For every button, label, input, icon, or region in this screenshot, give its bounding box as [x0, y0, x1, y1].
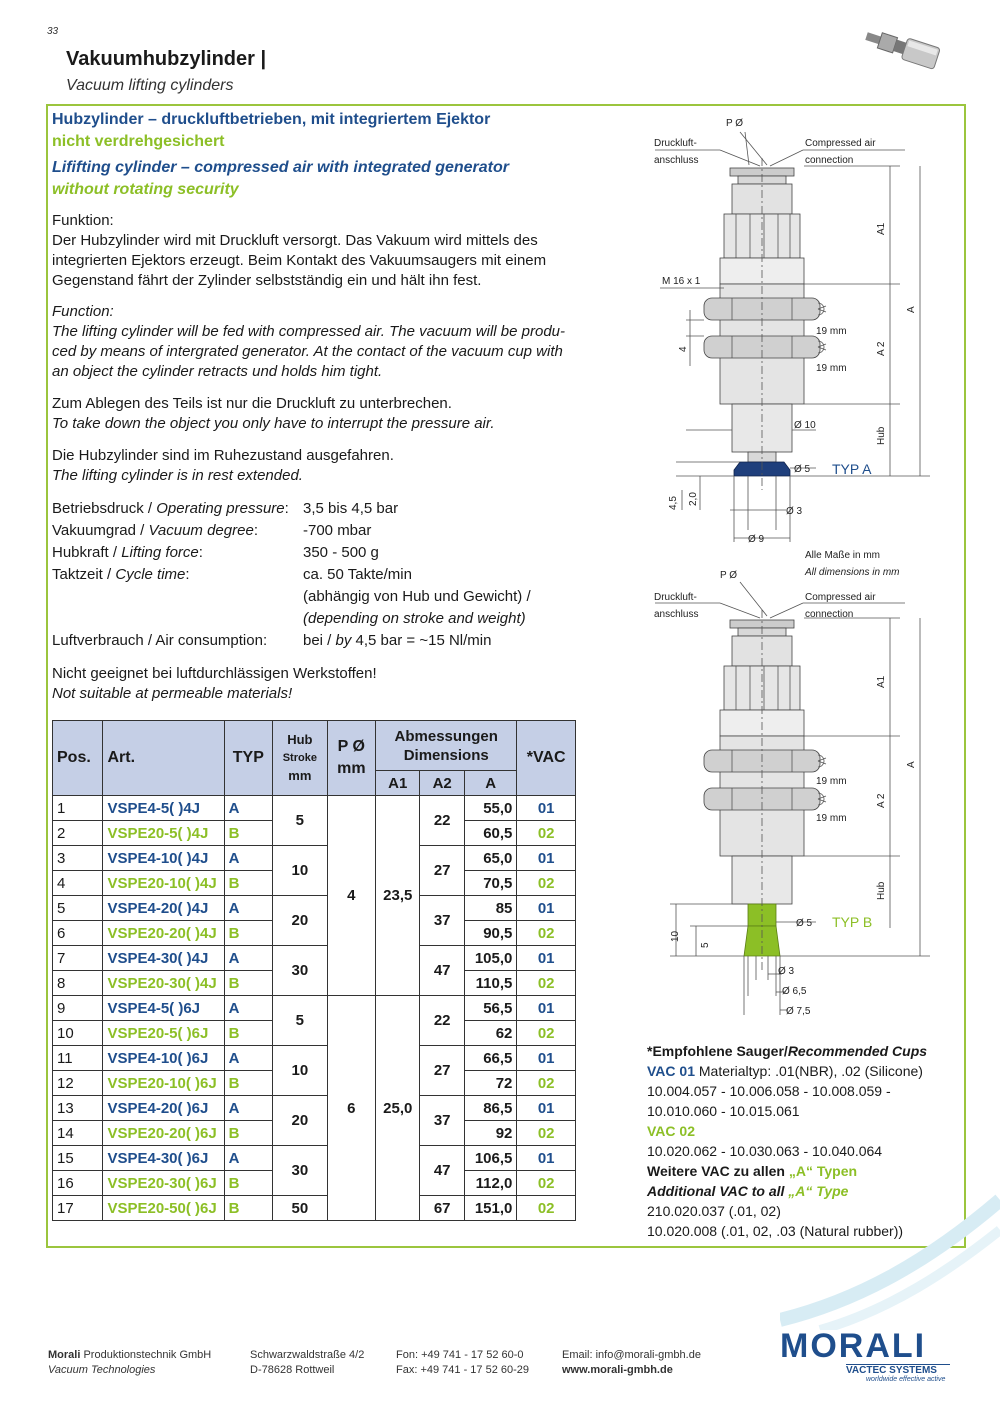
cell-a1: 23,5 — [376, 796, 420, 996]
table-row — [53, 1196, 576, 1221]
cell-article: VSPE4-10( )6J — [103, 1046, 224, 1071]
cell-a: 90,5 — [464, 921, 517, 946]
header-dimensions: Abmessungen Dimensions — [376, 721, 517, 771]
additional-vac: Additional VAC to all „A“ Type — [647, 1183, 849, 1199]
cell-pos: 12 — [53, 1071, 103, 1096]
cell-hub: 10 — [273, 846, 328, 896]
cell-vac: 01 — [517, 996, 576, 1021]
ablegen-de: Zum Ablegen des Teils ist nur die Druckluft zu unterbrechen. — [52, 395, 452, 412]
cell-vac: 01 — [517, 1096, 576, 1121]
header-art: Art. — [103, 721, 224, 796]
label-nut-1-b: 19 mm — [816, 776, 847, 787]
cell-pos: 11 — [53, 1046, 103, 1071]
funktion-line: integrierten Ejektors erzeugt. Beim Kontakt des Vakuumsaugers mit einem — [52, 252, 547, 269]
cell-pos: 13 — [53, 1096, 103, 1121]
cell-article: VSPE20-10( )6J — [103, 1071, 224, 1096]
product-thumbnail — [858, 24, 948, 76]
label-p-diameter-b: P Ø — [720, 570, 738, 581]
cell-a: 72 — [464, 1071, 517, 1096]
cell-pos: 4 — [53, 871, 103, 896]
label-druckluft: Druckluft- — [654, 138, 697, 149]
cell-typ: B — [224, 821, 272, 846]
vac01-items: 10.010.060 - 10.015.061 — [647, 1103, 800, 1119]
spec-pressure-value: 3,5 bis 4,5 bar — [303, 500, 399, 517]
cell-pos: 1 — [53, 796, 103, 821]
label-a1: A1 — [876, 222, 887, 235]
additional-items: 10.020.008 (.01, 02, .03 (Natural rubber)) — [647, 1223, 904, 1239]
cell-pos: 14 — [53, 1121, 103, 1146]
cell-a: 86,5 — [464, 1096, 517, 1121]
label-nut-2: 19 mm — [816, 363, 847, 374]
label-alle-masse: Alle Maße in mm — [805, 550, 881, 561]
cell-pos: 9 — [53, 996, 103, 1021]
cell-pos: 16 — [53, 1171, 103, 1196]
cell-vac: 01 — [517, 1146, 576, 1171]
label-5-b: 5 — [700, 942, 711, 948]
footer-website[interactable]: www.morali-gmbh.de — [562, 1364, 673, 1376]
cell-typ: B — [224, 1196, 272, 1221]
label-d3: Ø 3 — [786, 506, 803, 517]
label-4-5: 4,5 — [668, 496, 679, 510]
vac01-items: 10.004.057 - 10.006.058 - 10.008.059 - — [647, 1083, 891, 1099]
cell-typ: B — [224, 1071, 272, 1096]
spec-vacuum-label: Vakuumgrad / Vacuum degree: — [52, 522, 258, 539]
cell-pos: 2 — [53, 821, 103, 846]
cell-article: VSPE20-30( )4J — [103, 971, 224, 996]
cell-hub: 30 — [273, 946, 328, 996]
cell-a: 66,5 — [464, 1046, 517, 1071]
cell-typ: A — [224, 1046, 272, 1071]
table-row — [53, 946, 576, 971]
ruhe-en: The lifting cylinder is in rest extended. — [52, 467, 303, 484]
spec-cycle-note-en: (depending on stroke and weight) — [303, 610, 526, 627]
cell-typ: A — [224, 796, 272, 821]
spec-force-label: Hubkraft / Lifting force: — [52, 544, 203, 561]
spec-cycle-value: ca. 50 Takte/min — [303, 566, 412, 583]
function-line: ced by means of intergrated generator. At the contact of the vacuum cup with — [52, 343, 563, 360]
header-typ: TYP — [224, 721, 272, 796]
cell-pos: 17 — [53, 1196, 103, 1221]
cell-typ: A — [224, 1096, 272, 1121]
cell-pos: 6 — [53, 921, 103, 946]
cell-article: VSPE4-10( )4J — [103, 846, 224, 871]
cell-hub: 20 — [273, 896, 328, 946]
table-row — [53, 796, 576, 821]
table-row — [53, 846, 576, 871]
cell-vac: 01 — [517, 896, 576, 921]
cell-vac: 02 — [517, 1171, 576, 1196]
cell-article: VSPE4-30( )4J — [103, 946, 224, 971]
label-typ-a: TYP A — [832, 461, 872, 477]
label-d5-b: Ø 5 — [796, 918, 813, 929]
technical-drawing — [620, 110, 965, 1030]
cell-pos: 10 — [53, 1021, 103, 1046]
spec-air-value: bei / by 4,5 bar = ~15 Nl/min — [303, 632, 492, 649]
cell-article: VSPE20-50( )6J — [103, 1196, 224, 1221]
product-table — [52, 720, 576, 1221]
cell-article: VSPE4-5( )4J — [103, 796, 224, 821]
cell-a: 60,5 — [464, 821, 517, 846]
cell-a2: 22 — [420, 796, 464, 846]
cell-a: 110,5 — [464, 971, 517, 996]
cell-typ: B — [224, 971, 272, 996]
additional-items: 210.020.037 (.01, 02) — [647, 1203, 781, 1219]
cell-article: VSPE4-20( )6J — [103, 1096, 224, 1121]
label-nut-1: 19 mm — [816, 326, 847, 337]
cell-hub: 30 — [273, 1146, 328, 1196]
cell-vac: 02 — [517, 1071, 576, 1096]
cell-a2: 37 — [420, 896, 464, 946]
header-hub: Hub Stroke mm — [273, 721, 328, 796]
cell-vac: 01 — [517, 1046, 576, 1071]
funktion-line: Gegenstand fährt der Zylinder selbstständig ein und hält ihn fest. — [52, 272, 482, 289]
label-connection: connection — [805, 155, 854, 166]
cell-a: 70,5 — [464, 871, 517, 896]
cell-article: VSPE20-10( )4J — [103, 871, 224, 896]
cell-article: VSPE4-20( )4J — [103, 896, 224, 921]
cell-a: 85 — [464, 896, 517, 921]
warning-en: Not suitable at permeable materials! — [52, 685, 293, 702]
cell-typ: B — [224, 921, 272, 946]
vac02-items: 10.020.062 - 10.030.063 - 10.040.064 — [647, 1143, 883, 1159]
cell-a2: 27 — [420, 1046, 464, 1096]
cell-pos: 8 — [53, 971, 103, 996]
cell-a2: 37 — [420, 1096, 464, 1146]
cups-title: *Empfohlene Sauger/Recommended Cups — [647, 1043, 928, 1059]
header-p: P Ø mm — [327, 721, 375, 796]
cell-vac: 02 — [517, 1196, 576, 1221]
label-d75: Ø 7,5 — [786, 1006, 811, 1017]
function-line: an object the cylinder retracts und holds him tight. — [52, 363, 383, 380]
cell-article: VSPE20-5( )6J — [103, 1021, 224, 1046]
label-connection-b: connection — [805, 609, 854, 620]
spec-cycle-label: Taktzeit / Cycle time: — [52, 566, 190, 583]
cell-vac: 02 — [517, 871, 576, 896]
cell-vac: 02 — [517, 921, 576, 946]
footer-phone: Fon: +49 741 - 17 52 60-0 Fax: +49 741 - 17 52 60-29 — [396, 1349, 530, 1376]
cell-vac: 02 — [517, 1021, 576, 1046]
cell-typ: A — [224, 846, 272, 871]
cell-a: 62 — [464, 1021, 517, 1046]
funktion-label: Funktion: — [52, 212, 114, 229]
cell-article: VSPE20-30( )6J — [103, 1171, 224, 1196]
cell-article: VSPE4-30( )6J — [103, 1146, 224, 1171]
cell-a: 92 — [464, 1121, 517, 1146]
vac01-line: VAC 01 Materialtyp: .01(NBR), .02 (Silicone) — [647, 1063, 923, 1079]
cell-p-diameter: 6 — [327, 996, 375, 1221]
heading-de: Hubzylinder – druckluftbetrieben, mit integriertem Ejektor — [52, 111, 491, 128]
table-row — [53, 896, 576, 921]
footer-address: Schwarzwaldstraße 4/2 D-78628 Rottweil — [250, 1349, 365, 1376]
label-four: 4 — [678, 346, 689, 352]
page-title: Vakuumhubzylinder | — [66, 48, 267, 70]
page-subtitle: Vacuum lifting cylinders — [66, 77, 234, 94]
cell-hub: 50 — [273, 1196, 328, 1221]
cell-article: VSPE20-20( )6J — [103, 1121, 224, 1146]
cell-hub: 5 — [273, 996, 328, 1046]
label-a: A — [906, 306, 917, 313]
cell-a: 106,5 — [464, 1146, 517, 1171]
ruhe-de: Die Hubzylinder sind im Ruhezustand ausgefahren. — [52, 447, 394, 464]
spec-air-label: Luftverbrauch / Air consumption: — [52, 632, 268, 649]
cell-hub: 20 — [273, 1096, 328, 1146]
cell-a: 65,0 — [464, 846, 517, 871]
function-label: Function: — [52, 303, 114, 320]
header-pos: Pos. — [53, 721, 103, 796]
label-druckluft-b: Druckluft- — [654, 592, 697, 603]
footer-contact — [562, 1348, 701, 1378]
label-all-dims: All dimensions in mm — [805, 567, 900, 578]
cell-typ: B — [224, 1021, 272, 1046]
spec-force-value: 350 - 500 g — [303, 544, 379, 561]
label-a-b: A — [906, 761, 917, 768]
cell-a1: 25,0 — [376, 996, 420, 1221]
label-compressed: Compressed air — [805, 138, 876, 149]
cell-vac: 01 — [517, 796, 576, 821]
cell-pos: 15 — [53, 1146, 103, 1171]
cell-vac: 01 — [517, 846, 576, 871]
heading-de-sub: nicht verdrehgesichert — [52, 133, 225, 150]
cell-article: VSPE4-5( )6J — [103, 996, 224, 1021]
cell-typ: A — [224, 996, 272, 1021]
function-line: The lifting cylinder will be fed with compressed air. The vacuum will be produ- — [52, 323, 565, 340]
cell-p-diameter: 4 — [327, 796, 375, 996]
cell-pos: 5 — [53, 896, 103, 921]
cell-a: 56,5 — [464, 996, 517, 1021]
cell-vac: 01 — [517, 946, 576, 971]
cell-typ: A — [224, 946, 272, 971]
page-number: 33 — [47, 26, 59, 37]
cell-typ: A — [224, 1146, 272, 1171]
label-nut-2-b: 19 mm — [816, 813, 847, 824]
label-compressed-b: Compressed air — [805, 592, 876, 603]
weitere-vac: Weitere VAC zu allen „A“ Typen — [647, 1163, 858, 1179]
table-row — [53, 1046, 576, 1071]
table-row — [53, 1096, 576, 1121]
cell-a: 112,0 — [464, 1171, 517, 1196]
header-a2: A2 — [420, 771, 464, 796]
label-hub: Hub — [876, 426, 887, 445]
spec-vacuum-value: -700 mbar — [303, 522, 372, 539]
morali-logo: MORALI VACTEC SYSTEMS worldwide effective active — [780, 1328, 960, 1383]
cell-a2: 22 — [420, 996, 464, 1046]
label-a2: A 2 — [876, 341, 887, 356]
cell-a2: 67 — [420, 1196, 464, 1221]
cell-a: 151,0 — [464, 1196, 517, 1221]
footer-email[interactable]: Email: info@morali-gmbh.de — [562, 1349, 701, 1361]
footer-company: Morali Produktionstechnik GmbH Vacuum Technologies — [48, 1349, 212, 1376]
cell-typ: A — [224, 896, 272, 921]
vac02-label: VAC 02 — [647, 1123, 695, 1139]
cell-article: VSPE20-20( )4J — [103, 921, 224, 946]
label-a1-b: A1 — [876, 675, 887, 688]
cell-a: 105,0 — [464, 946, 517, 971]
cell-pos: 3 — [53, 846, 103, 871]
heading-en: Lififting cylinder – compressed air with integrated generator — [52, 159, 509, 176]
warning-de: Nicht geeignet bei luftdurchlässigen Werkstoffen! — [52, 665, 377, 682]
cell-a2: 47 — [420, 946, 464, 996]
table-row — [53, 1146, 576, 1171]
cell-vac: 02 — [517, 1121, 576, 1146]
cell-pos: 7 — [53, 946, 103, 971]
label-anschluss-b: anschluss — [654, 609, 699, 620]
label-d3-b: Ø 3 — [778, 966, 795, 977]
header-a: A — [464, 771, 517, 796]
heading-en-sub: without rotating security — [52, 181, 239, 198]
cell-a2: 47 — [420, 1146, 464, 1196]
decorative-swirl — [780, 1190, 1000, 1330]
label-d10: Ø 10 — [794, 420, 816, 431]
cell-article: VSPE20-5( )4J — [103, 821, 224, 846]
label-d65: Ø 6,5 — [782, 986, 807, 997]
table-row — [53, 996, 576, 1021]
spec-cycle-note-de: (abhängig von Hub und Gewicht) / — [303, 588, 531, 605]
cell-a: 55,0 — [464, 796, 517, 821]
cell-vac: 02 — [517, 821, 576, 846]
label-anschluss: anschluss — [654, 155, 699, 166]
cell-hub: 5 — [273, 796, 328, 846]
label-d9: Ø 9 — [748, 534, 765, 545]
label-typ-b: TYP B — [832, 914, 873, 930]
funktion-line: Der Hubzylinder wird mit Druckluft versorgt. Das Vakuum wird mittels des — [52, 232, 538, 249]
cell-a2: 27 — [420, 846, 464, 896]
label-a2-b: A 2 — [876, 793, 887, 808]
label-p-diameter: P Ø — [726, 118, 744, 129]
spec-pressure-label: Betriebsdruck / Operating pressure: — [52, 500, 289, 517]
label-2-0: 2,0 — [688, 492, 699, 506]
cell-vac: 02 — [517, 971, 576, 996]
label-d5: Ø 5 — [794, 464, 811, 475]
cell-hub: 10 — [273, 1046, 328, 1096]
cell-typ: B — [224, 871, 272, 896]
label-hub-b: Hub — [876, 881, 887, 900]
header-vac: *VAC — [517, 721, 576, 796]
label-10-b: 10 — [670, 930, 681, 942]
ablegen-en: To take down the object you only have to interrupt the pressure air. — [52, 415, 495, 432]
cell-typ: B — [224, 1171, 272, 1196]
cell-typ: B — [224, 1121, 272, 1146]
label-m16: M 16 x 1 — [662, 276, 701, 287]
header-a1: A1 — [376, 771, 420, 796]
